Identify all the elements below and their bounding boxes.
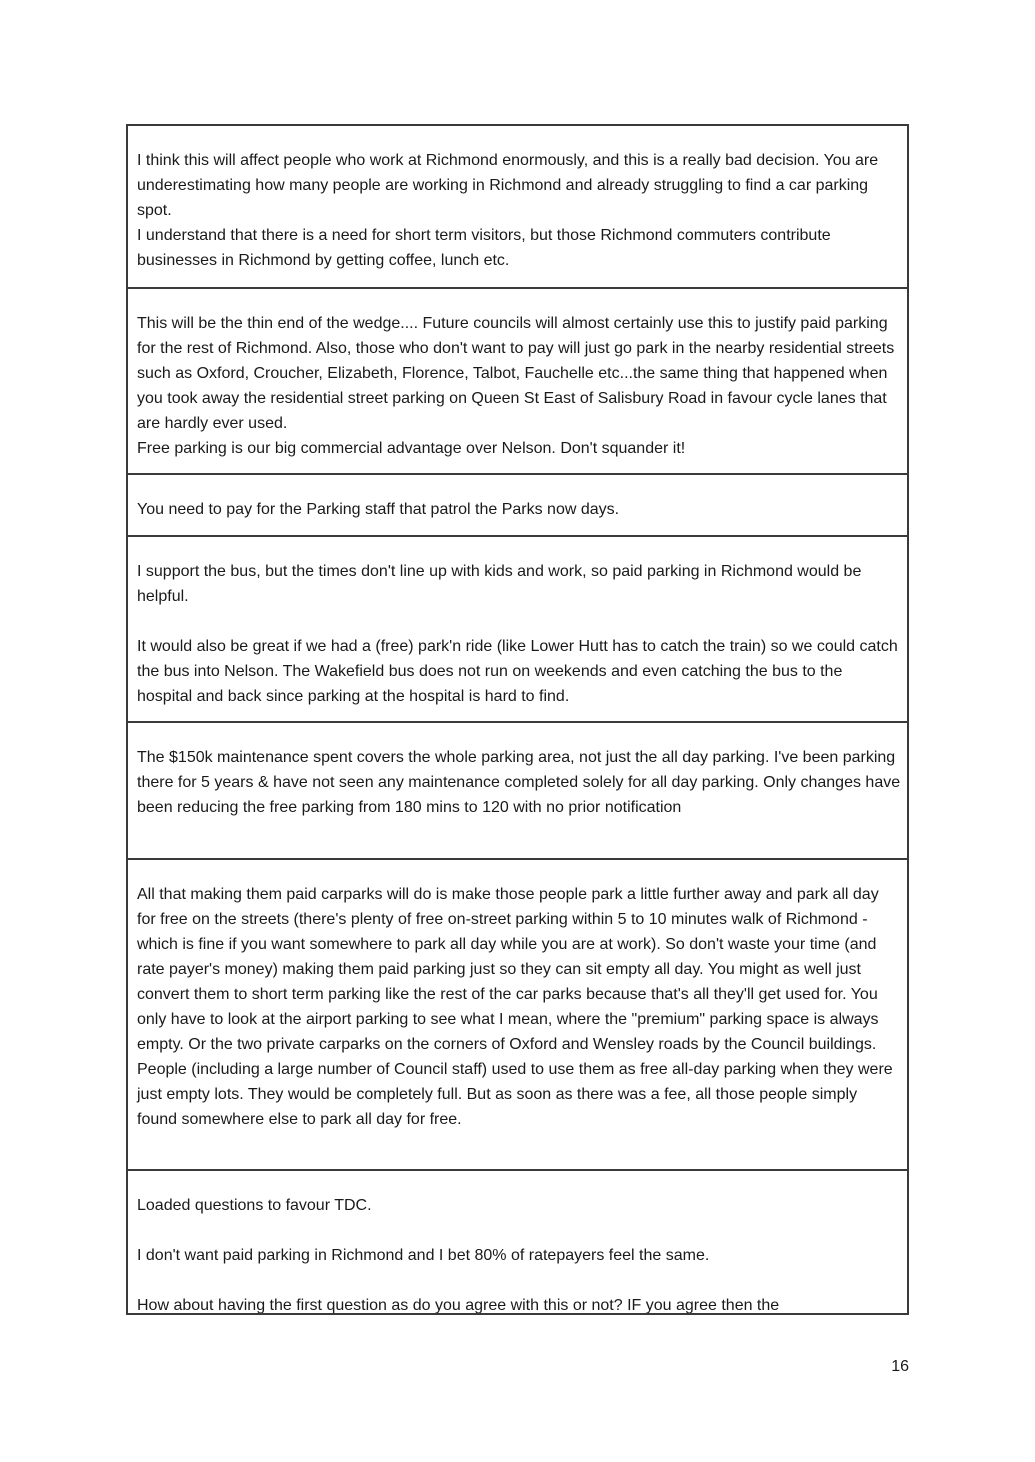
page-number: 16 bbox=[891, 1358, 909, 1375]
response-cell bbox=[128, 126, 907, 289]
responses-table bbox=[126, 124, 909, 1315]
response-text: It would also be great if we had a (free) park'n ride (like Lower Hutt has to catch the train) so we could catch the bus into Nelson. The Wakefield bus does not run on weekends and even catching the bus to the hospital and back since parking at the hospital is hard to find. bbox=[137, 638, 898, 705]
response-text: I support the bus, but the times don't line up with kids and work, so paid parking in Richmond would be helpful. bbox=[137, 563, 862, 605]
response-text: I think this will affect people who work at Richmond enormously, and this is a really bad decision. You are underestimating how many people are working in Richmond and already struggling to find a car parking spot. I understand that there is a need for short term visitors, but those Richmond commuters contribute businesses in Richmond by getting coffee, lunch etc. bbox=[137, 152, 879, 269]
response-cell bbox=[128, 289, 907, 475]
response-text: You need to pay for the Parking staff that patrol the Parks now days. bbox=[137, 501, 620, 518]
response-cell bbox=[128, 537, 907, 723]
response-cell bbox=[128, 1171, 907, 1315]
response-cell bbox=[128, 723, 907, 860]
response-cell bbox=[128, 860, 907, 1171]
response-text: Loaded questions to favour TDC. bbox=[137, 1197, 372, 1214]
response-text: All that making them paid carparks will do is make those people park a little further away and park all day for free on the streets (there's plenty of free on-street parking within 5 to 10 minutes walk of Richmond - which is fine if you want somewhere to park all day while you are at work). So don't waste your time (and rate payer's money) making them paid parking just so they can sit empty all day. You might as well just convert them to short term parking like the rest of the car parks because that's all they'll get used for. You only have to look at the airport parking to see what I mean, where the "premium" parking space is always empty. Or the two private carparks on the corners of Oxford and Wensley roads by the Council buildings. People (including a large number of Council staff) used to use them as free all-day parking when they were just empty lots. They would be completely full. But as soon as there was a fee, all those people simply found somewhere else to park all day for free. bbox=[137, 886, 893, 1128]
response-text: This will be the thin end of the wedge.... Future councils will almost certainly use this to justify paid parking for the rest of Richmond. Also, those who don't want to pay will just go park in the nearby residential streets such as Oxford, Croucher, Elizabeth, Florence, Talbot, Fauchelle etc...the same thing that happened when you took away the residential street parking on Queen St East of Salisbury Road in favour cycle lanes that are hardly ever used. Free parking is our big commercial advantage over Nelson. Don't squander it! bbox=[137, 315, 895, 457]
response-text: I don't want paid parking in Richmond and I bet 80% of ratepayers feel the same. bbox=[137, 1247, 710, 1264]
response-cell bbox=[128, 475, 907, 537]
response-text: The $150k maintenance spent covers the whole parking area, not just the all day parking. I've been parking there for 5 years & have not seen any maintenance completed solely for all day parking. Only changes have been reducing the free parking from 180 mins to 120 with no prior notification bbox=[137, 749, 901, 816]
response-text: How about having the first question as do you agree with this or not? IF you agree then the bbox=[137, 1297, 780, 1314]
